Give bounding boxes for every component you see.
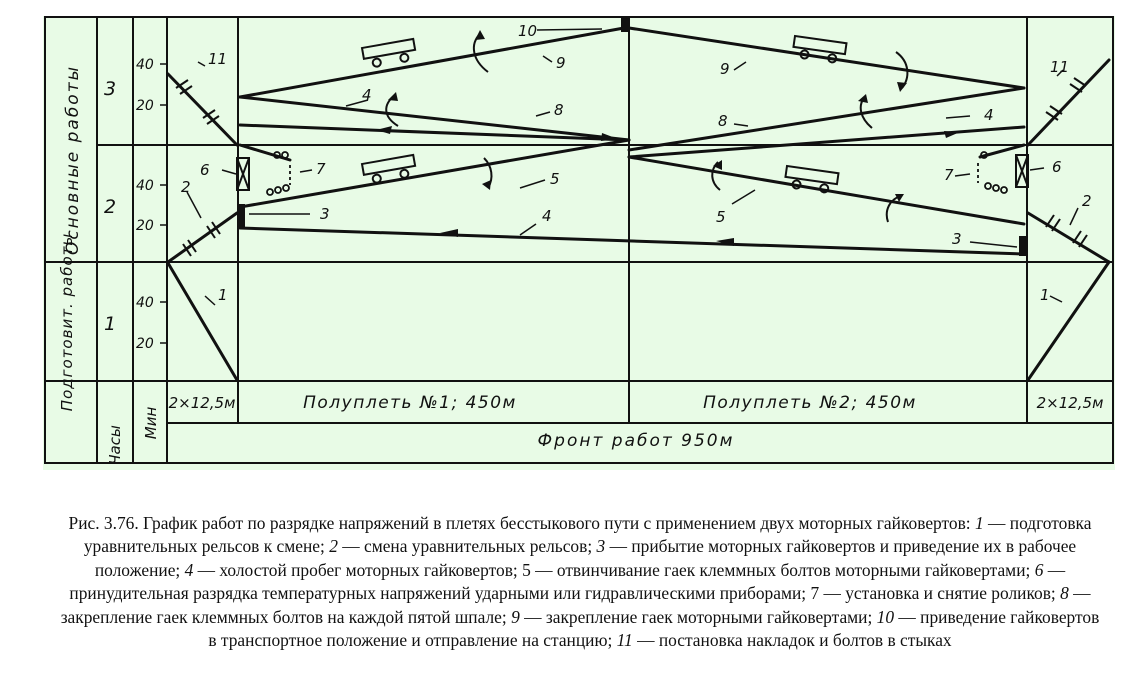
tick-label-40: 40 bbox=[136, 57, 154, 73]
caption-item-number: 9 bbox=[511, 606, 520, 627]
caption-item-number: 10 bbox=[876, 606, 895, 627]
label-1-right: 1 bbox=[1040, 286, 1050, 304]
work-front-label: Фронт работ 950м bbox=[537, 431, 735, 451]
label-3-right: 3 bbox=[952, 230, 962, 248]
caption-item-number: 4 bbox=[184, 559, 194, 580]
tick-label-20: 20 bbox=[136, 98, 154, 114]
axis-hours-label: Часы bbox=[106, 425, 124, 465]
label-8-left: 8 bbox=[554, 101, 564, 119]
label-9-left: 9 bbox=[556, 54, 566, 72]
caption-item-number: 3 bbox=[596, 536, 606, 557]
axis-minutes-label: Мин bbox=[142, 406, 160, 440]
row-number-1: 1 bbox=[103, 313, 117, 335]
caption-text: — холостой пробег моторных гайковертов; 5 — отвинчивание гаек клеммных болтов моторными гайковертами; bbox=[193, 559, 1035, 580]
caption-text: — закрепление гаек моторными гайковертами; bbox=[519, 606, 877, 627]
label-7-left: 7 bbox=[316, 160, 326, 178]
motor-wrench-block-right bbox=[1019, 236, 1027, 256]
caption-text: Рис. 3.76. График работ по разрядке напряжений в плетях бесстыкового пути с применением двух моторных гайковертов: bbox=[68, 513, 975, 533]
label-6-right: 6 bbox=[1052, 158, 1062, 176]
caption-text: — приведение гайковертов в транспортное положение и отправление на станцию; bbox=[208, 606, 1100, 651]
transport-block bbox=[621, 18, 630, 32]
left-end-label: 2×12,5м bbox=[168, 394, 236, 412]
label-8-right: 8 bbox=[718, 112, 728, 130]
label-11-left: 11 bbox=[208, 50, 228, 68]
motor-wrench-block-left bbox=[237, 204, 245, 229]
tick-label-20: 20 bbox=[136, 218, 154, 234]
tick-label-40: 40 bbox=[136, 295, 154, 311]
label-6-left: 6 bbox=[200, 161, 210, 179]
caption-item-number: 1 bbox=[974, 513, 984, 533]
label-4-lower: 4 bbox=[542, 207, 552, 225]
label-10: 10 bbox=[518, 22, 538, 40]
group-label-prep: Подготовит. работы bbox=[58, 232, 76, 412]
label-5-right: 5 bbox=[716, 208, 726, 226]
label-1-left: 1 bbox=[218, 286, 228, 304]
group-label-main: Основные работы bbox=[63, 64, 83, 256]
label-3-left: 3 bbox=[320, 205, 330, 223]
label-2-left: 2 bbox=[181, 178, 191, 196]
caption-text: — подготовка уравнительных рельсов к смене; bbox=[83, 513, 1092, 557]
label-9-right: 9 bbox=[720, 60, 730, 78]
label-4-upper-left: 4 bbox=[362, 86, 372, 104]
label-2-right: 2 bbox=[1082, 192, 1092, 210]
caption-item-number: 2 bbox=[329, 536, 338, 557]
caption-text: — принудительная разрядка температурных напряжений ударными или гидравлическими приборами; 7 — установка и снятие роликов; bbox=[69, 559, 1066, 604]
tick-label-40: 40 bbox=[136, 178, 154, 194]
half-rail-2-label: Полуплеть №2; 450м bbox=[703, 393, 917, 413]
row-number-2: 2 bbox=[103, 196, 117, 218]
figure-caption bbox=[60, 512, 1100, 652]
caption-text: — прибытие моторных гайковертов и приведение их в рабочее положение; bbox=[94, 536, 1077, 580]
right-end-label: 2×12,5м bbox=[1036, 394, 1104, 412]
caption-item-number: 11 bbox=[616, 630, 633, 651]
caption-item-number: 6 bbox=[1034, 559, 1044, 580]
caption-text: — закрепление гаек клеммных болтов на каждой пятой шпале; bbox=[60, 583, 1091, 627]
caption-item-number: 8 bbox=[1060, 583, 1069, 604]
label-11-right: 11 bbox=[1050, 58, 1070, 76]
label-5-left: 5 bbox=[550, 170, 560, 188]
caption-text: — смена уравнительных рельсов; bbox=[337, 536, 597, 557]
tick-label-20: 20 bbox=[136, 336, 154, 352]
row-number-3: 3 bbox=[103, 78, 117, 100]
caption-text: — постановка накладок и болтов в стыках bbox=[632, 630, 952, 651]
label-4-upper-right: 4 bbox=[984, 106, 994, 124]
half-rail-1-label: Полуплеть №1; 450м bbox=[303, 393, 517, 413]
label-7-right: 7 bbox=[944, 166, 954, 184]
